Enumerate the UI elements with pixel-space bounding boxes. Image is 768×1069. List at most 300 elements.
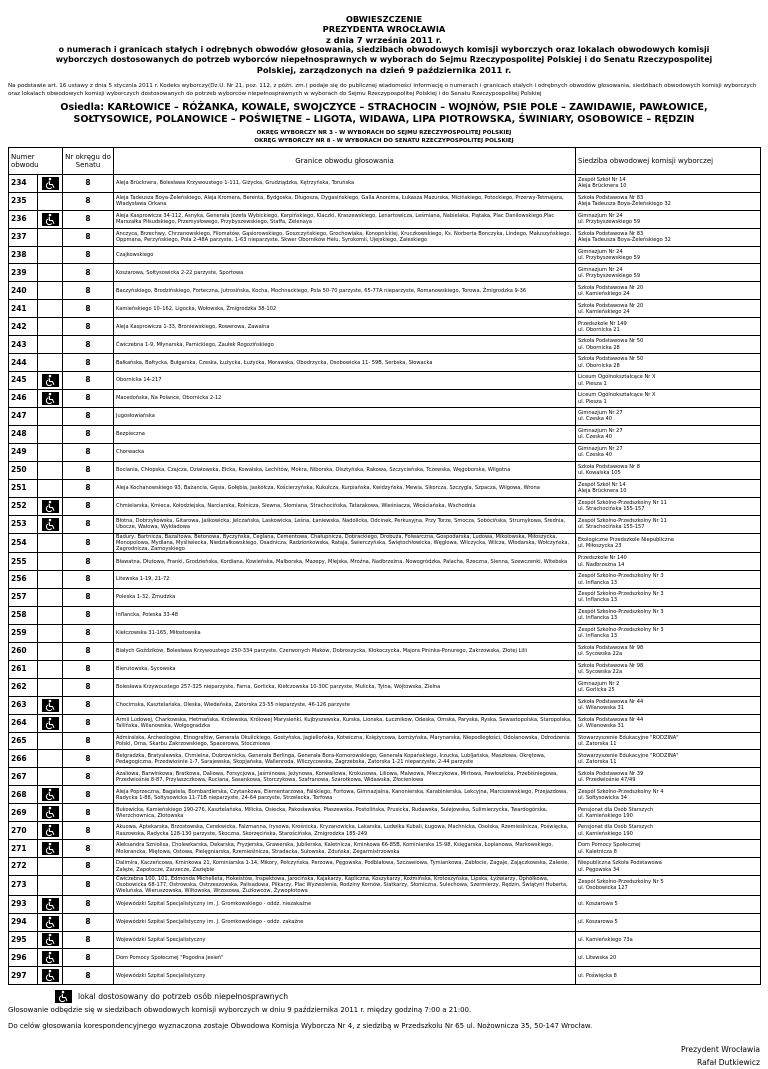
senate-district: 8 bbox=[63, 931, 114, 949]
table-row bbox=[9, 840, 761, 858]
table-row bbox=[9, 732, 761, 750]
district-boundaries: Akuowa, Aptekarska, Brzostowska, Cerekwicka, Falzmanna, Irysowa, Krośnicka, Kryzanowicka, Lakarska, Ludwika Kubali, Ługowa, Machnicka, Osolska, Rzemieślnicza, Poświęcka, Raszowska, Radycka 128-130 parzyste, Skoczna, Skorzęcińska, Starościńska, Zmigrodzka 185-249 bbox=[114, 822, 576, 840]
district-boundaries: Aleja Kasprowicza 34-112, Asnyka, Generała Józefa Wybickiego, Karpińskiego, Klaczki, Kraszewskiego, Lenartowicza, Leśmiana, Nabielaka, Piątaka, Plac Danilowskiego,Plac Marszałka Piłsudskiego, Przemysłowego, Przybyszewskiego, Staffa, Zelenaya bbox=[114, 210, 576, 228]
table-row bbox=[9, 931, 761, 949]
district-boundaries: Admiralska, Archeologów, Etnografów, Generała Okulickiego, Gostyńska, Jagiellońska, Kotwiczna, Księżycowa, Łomżyńska, Marynarska, Niepodległości, Odolanowska, Odrodzenia Polski, Orna, Skarbu Zakrzowskiego, Spacerowa, Stoczniowa bbox=[114, 732, 576, 750]
seat-name: Zespół Szkolno-Przedszkolny Nr 3 bbox=[578, 573, 664, 580]
seat-address: ul. Kamieńskiego 190 bbox=[578, 830, 633, 837]
seat-address: ul. Kamieńskiego 190 bbox=[578, 812, 633, 819]
table-row bbox=[9, 300, 761, 318]
senate-district: 8 bbox=[63, 515, 114, 533]
table-row bbox=[9, 407, 761, 425]
district-number: 261 bbox=[9, 660, 38, 678]
table-row bbox=[9, 606, 761, 624]
table-row bbox=[9, 696, 761, 714]
table-body bbox=[9, 174, 761, 985]
commission-seat bbox=[576, 354, 761, 372]
district-boundaries: Czajkowskiego bbox=[114, 246, 576, 264]
seat-name: Szkoła Podstawowa Nr 20 bbox=[578, 284, 644, 291]
seat-name: Gimnazjum Nr 24 bbox=[578, 248, 623, 255]
seat-address: Aleja Tadeusza Boya-Żeleńskiego 32 bbox=[578, 201, 671, 208]
seat-name: Liceum Ogólnokształcące Nr X bbox=[578, 374, 656, 381]
accessibility-cell bbox=[38, 768, 63, 786]
signature bbox=[8, 1043, 760, 1069]
senate-district: 8 bbox=[63, 264, 114, 282]
seat-name: ul. Koszarowa 5 bbox=[578, 900, 618, 907]
district-boundaries: Kiełczowska 31-165, Miłostowska bbox=[114, 624, 576, 642]
intro-paragraph: Na podstawie art. 16 ustawy z dnia 5 stycznia 2011 r. Kodeks wyborczy(Dz.U. Nr 21, poz. 112, z późn. zm.) podaje się do publicznej wiadomości informację o numerach i granicach stałych i odrębnych obwodów głosowania, siedzibach obwodowych komisji wyborczych oraz lokalach obwodowych komisji wyborczych dostosowanych do potrzeb wyborców niepełnosprawnych w wyborach do Sejmu Rzeczypospolitej Polskiej i do Senatu Rzeczypospolitej Polskiej bbox=[8, 82, 757, 97]
table-row bbox=[9, 372, 761, 390]
district-number: 260 bbox=[9, 642, 38, 660]
district-number: 256 bbox=[9, 571, 38, 589]
seat-name: Gimnazjum Nr 2 bbox=[578, 680, 620, 687]
sign-title: Prezydent Wrocławia bbox=[681, 1045, 760, 1055]
seat-address: ul. Wilanowska 31 bbox=[578, 705, 625, 712]
district-number: 235 bbox=[9, 192, 38, 210]
district-number: 294 bbox=[9, 913, 38, 931]
note-voting-hours: Głosowanie odbędzie się w siedzibach obwodowych komisji wyborczych w dniu 9 października 2011 r. między godziną 7:00 a 21:00. bbox=[8, 1006, 472, 1015]
accessibility-cell bbox=[38, 479, 63, 497]
accessibility-cell bbox=[38, 571, 63, 589]
senate-district: 8 bbox=[63, 768, 114, 786]
table-row bbox=[9, 443, 761, 461]
senate-district: 8 bbox=[63, 407, 114, 425]
table-row bbox=[9, 949, 761, 967]
district-number: 273 bbox=[9, 876, 38, 896]
seat-name: Stowarzyszenie Edukacyjne "RODZINA" bbox=[578, 752, 679, 759]
commission-seat bbox=[576, 660, 761, 678]
seat-address: Aleja Brücknera 10 bbox=[578, 488, 627, 495]
commission-seat bbox=[576, 515, 761, 533]
seat-address: ul. Kaletnicza 8 bbox=[578, 848, 617, 855]
wheelchair-icon bbox=[42, 969, 59, 982]
district-number: 264 bbox=[9, 714, 38, 732]
district-boundaries: Anczyca, Brzechwy, Chrzanowskiego, Filomatów, Gąsiorowskiego, Goszczyńskiego, Grochowiaka, Konopnickiej, Kruczkowskiego, Ks. Norberta Bonczyka, Lindego, Małuszyńskiego, Oppmana, Perzyńskiego, Pola 2-48A parzyste, 1-63 nieparzyste, Skwer Oborników Helu, Syrokomli, Ujejskiego, Zaleskiego bbox=[114, 228, 576, 246]
district-boundaries: Koszarowa, Sołtysowicka 2-22 parzyste, Sportowa bbox=[114, 264, 576, 282]
district-number: 246 bbox=[9, 390, 38, 408]
senate-district: 8 bbox=[63, 696, 114, 714]
estates-heading bbox=[8, 102, 760, 126]
table-row bbox=[9, 589, 761, 607]
senate-district: 8 bbox=[63, 390, 114, 408]
district-number: 249 bbox=[9, 443, 38, 461]
wheelchair-icon bbox=[42, 933, 59, 946]
table-row bbox=[9, 768, 761, 786]
district-number: 272 bbox=[9, 858, 38, 876]
commission-seat bbox=[576, 192, 761, 210]
district-number: 266 bbox=[9, 750, 38, 768]
district-number: 252 bbox=[9, 497, 38, 515]
senate-district: 8 bbox=[63, 479, 114, 497]
sign-name: Rafał Dutkiewicz bbox=[697, 1058, 760, 1068]
seat-name: ul. Litewska 20 bbox=[578, 954, 617, 961]
accessibility-cell bbox=[38, 210, 63, 228]
wheelchair-icon bbox=[42, 788, 59, 801]
district-number: 243 bbox=[9, 336, 38, 354]
senate-district: 8 bbox=[63, 589, 114, 607]
seat-name: Gimnazjum Nr 27 bbox=[578, 446, 623, 453]
commission-seat bbox=[576, 732, 761, 750]
seat-name: Dom Pomocy Społecznej bbox=[578, 842, 641, 849]
commission-seat bbox=[576, 300, 761, 318]
seat-address: ul. Osobowicka 127 bbox=[578, 885, 628, 892]
seat-address: ul. Inflancka 13 bbox=[578, 579, 618, 586]
district-boundaries: Aleksandra Szniolisa, Cholewkarska, Dekarska, Fryzjerska, Grawerska, Jubilerska, Kaletnicza, Kminkowa 66-85B, Kominiarska 15-98, Księgarska, Łopianowa, Markowskiego, Molorancka, Miętowa, Ostowa, Pielęgniarska, Rzemieślnicza, Stradacka, Sułowska, Zduńska, Zegarmistrzowska bbox=[114, 840, 576, 858]
seat-address: ul. Kowalska 105 bbox=[578, 470, 621, 477]
wheelchair-icon bbox=[42, 500, 59, 513]
seat-address: Aleja Tadeusza Boya-Żeleńskiego 32 bbox=[578, 237, 671, 244]
seat-name: Szkoła Podstawowa Nr 50 bbox=[578, 338, 644, 345]
commission-seat bbox=[576, 589, 761, 607]
seat-address: ul. Przedwiośnie 47/49 bbox=[578, 776, 636, 783]
accessibility-cell bbox=[38, 589, 63, 607]
senate-district: 8 bbox=[63, 354, 114, 372]
commission-seat bbox=[576, 533, 761, 553]
district-number: 241 bbox=[9, 300, 38, 318]
seat-address: ul. Czeska 40 bbox=[578, 452, 612, 459]
accessibility-cell bbox=[38, 840, 63, 858]
commission-seat bbox=[576, 714, 761, 732]
seat-address: ul. Piesza 1 bbox=[578, 398, 607, 405]
table-row bbox=[9, 642, 761, 660]
seat-address: ul. Wilanowska 31 bbox=[578, 723, 625, 730]
seat-address: ul. Sycowska 22a bbox=[578, 669, 623, 676]
table-row bbox=[9, 461, 761, 479]
wheelchair-icon bbox=[42, 824, 59, 837]
seat-name: Zespół Szkolno-Przedszkolny Nr 5 bbox=[578, 879, 664, 886]
district-boundaries: Obornicka 14-217 bbox=[114, 372, 576, 390]
accessibility-cell bbox=[38, 786, 63, 804]
seat-name: Szkoła Podstawowa Nr 50 bbox=[578, 356, 644, 363]
seat-name: Przedszkole Nr 140 bbox=[578, 555, 627, 562]
commission-seat bbox=[576, 246, 761, 264]
district-boundaries: Inflancka, Poleska 33-48 bbox=[114, 606, 576, 624]
seat-address: ul. Obornicka 28 bbox=[578, 362, 620, 369]
title-line-6: Polskiej, zarządzonych na dzień 9 października 2011 r. bbox=[256, 65, 512, 76]
title-line-4: o numerach i granicach stałych i odrębnych obwodów głosowania, siedzibach obwodowych komisji wyborczych oraz lokalach obwodowych komisji bbox=[58, 44, 710, 54]
accessibility-cell bbox=[38, 931, 63, 949]
district-number: 269 bbox=[9, 804, 38, 822]
district-boundaries: Wojewódzki Szpital Specjalistyczny bbox=[114, 967, 576, 985]
seat-name: Zespół Szkolno-Przedszkolny Nr 3 bbox=[578, 609, 664, 616]
district-boundaries: Aleja Kasprowicza 1-33, Broniewskiego, Rowerowa, Zawalna bbox=[114, 318, 576, 336]
accessibility-cell bbox=[38, 696, 63, 714]
seat-address: ul. Inflancka 13 bbox=[578, 633, 618, 640]
commission-seat bbox=[576, 786, 761, 804]
district-number: 244 bbox=[9, 354, 38, 372]
district-number: 239 bbox=[9, 264, 38, 282]
table-row bbox=[9, 318, 761, 336]
table-row bbox=[9, 786, 761, 804]
table-row bbox=[9, 390, 761, 408]
district-boundaries: Aleja Poprzeczna, Bagatela, Bombardierska, Czytankowa, Elementarzowa, Falskiego, Fortowa, Gimnazjalna, Kanonierska, Karabinierska, Lekcyjna, Marcszewskiego, Przejazdowa, Radycka 1-88, Sołtysowicka 11-71B nieparzyste, 24-64 parzyste, Strzelecka, Torfowa bbox=[114, 786, 576, 804]
commission-seat bbox=[576, 282, 761, 300]
table-row bbox=[9, 354, 761, 372]
district-number: 297 bbox=[9, 967, 38, 985]
commission-seat bbox=[576, 696, 761, 714]
seat-address: ul. Pęgowska 34 bbox=[578, 866, 620, 873]
commission-seat bbox=[576, 858, 761, 876]
district-number: 251 bbox=[9, 479, 38, 497]
commission-seat bbox=[576, 768, 761, 786]
district-boundaries: Kamieńskiego 10–162, Ligocka, Wołowska, Żmigrodzka 38-102 bbox=[114, 300, 576, 318]
district-boundaries: Aleja Kochanowskiego 93, Bażancia, Gęsia, Gołębia, Jaskółcza, Kościerzyńska, Kukułcza, Kurpiańska, Kwidzyńska, Mewia, Sikorcza, Szczygla, Szpacza, Wilgowa, Wrona bbox=[114, 479, 576, 497]
district-number: 248 bbox=[9, 425, 38, 443]
table-row bbox=[9, 479, 761, 497]
commission-seat bbox=[576, 407, 761, 425]
notice-page bbox=[8, 14, 760, 1069]
accessibility-cell bbox=[38, 804, 63, 822]
commission-seat bbox=[576, 967, 761, 985]
senate-district: 8 bbox=[63, 497, 114, 515]
seat-name: Przedszkole Nr 149 bbox=[578, 320, 627, 327]
table-row bbox=[9, 571, 761, 589]
district-number: 238 bbox=[9, 246, 38, 264]
seat-name: Szkoła Podstawowa Nr 98 bbox=[578, 645, 644, 652]
accessibility-cell bbox=[38, 390, 63, 408]
seat-name: Gimnazjum Nr 24 bbox=[578, 266, 623, 273]
district-boundaries: Baczyńskiego, Brodzińskiego, Forteczna, Jutrosińska, Kocha, Mochnackiego, Pola 50-70 parzyste, 65-77A nieparzyste, Romanowskiego, Torowa, Żmigrodzka 9-36 bbox=[114, 282, 576, 300]
table-row bbox=[9, 553, 761, 571]
okreg-sejm: OKRĘG WYBORCZY NR 3 - W WYBORACH DO SEJMU RZECZYPOSPOLITEJ POLSKIEJ bbox=[256, 129, 512, 136]
accessibility-cell bbox=[38, 174, 63, 192]
accessibility-cell bbox=[38, 732, 63, 750]
table-row bbox=[9, 336, 761, 354]
senate-district: 8 bbox=[63, 624, 114, 642]
district-number: 263 bbox=[9, 696, 38, 714]
seat-address: ul. Kamieńskiego 24 bbox=[578, 308, 630, 315]
accessibility-cell bbox=[38, 443, 63, 461]
district-number: 296 bbox=[9, 949, 38, 967]
commission-seat bbox=[576, 425, 761, 443]
commission-seat bbox=[576, 678, 761, 696]
district-number: 237 bbox=[9, 228, 38, 246]
district-boundaries: Chorwacka bbox=[114, 443, 576, 461]
seat-address: ul. Przybyszewskiego 59 bbox=[578, 219, 641, 226]
district-boundaries: Wojewódzki Szpital Specjalistyczny bbox=[114, 931, 576, 949]
district-number: 245 bbox=[9, 372, 38, 390]
seat-name: Zespół Szkolno-Przedszkolny Nr 3 bbox=[578, 627, 664, 634]
accessibility-cell bbox=[38, 822, 63, 840]
district-boundaries: Badury, Bartnicza, Bazaltowa, Betonowa, Byczyńska, Ceglana, Cementowa, Chałupnicza, Dobrackiego, Drobuża, Folwarczna, Gospodarska, Ludowa, Mikołowska, Miłoszycka, Monopolowa, Mydlana, Myśliwiecka, Niedziałkowskiego, Osadnicza, Radzionkowska, Rataja, Świerczyńska, Świętochłowicka, Węglowa, Wilczycka, Wilcza, Włodarska, Wołczyńska, Zagrodnicza, Zamoyskiego bbox=[114, 533, 576, 553]
district-boundaries: Bierutowska, Sycowska bbox=[114, 660, 576, 678]
district-boundaries: Aleja Brücknera, Bolesława Krzywoustego 1-111, Giżycka, Grudziądzka, Kętrzyńska, Toruńska bbox=[114, 174, 576, 192]
seat-name: Zespół Szkolno-Przedszkolny Nr 11 bbox=[578, 499, 667, 506]
seat-address: Aleja Brücknera 10 bbox=[578, 183, 627, 190]
accessibility-cell bbox=[38, 228, 63, 246]
wheelchair-icon bbox=[42, 392, 59, 405]
district-number: 293 bbox=[9, 895, 38, 913]
district-boundaries: Armii Ludowej, Charkowska, Hetmańska, Królewska, Królowej Marysieńki, Kujbyszewska, Kurska, Lionska, Łucznikow, Odeska, Omska, Paryska, Ryska, Sewastopolska, Staropolska, Tallińska, Wilanowska, Wołgogradzka bbox=[114, 714, 576, 732]
district-boundaries: Ćwiczebna 1-9, Młynarska, Parnickiego, Zaułek Rogozińskiego bbox=[114, 336, 576, 354]
commission-seat bbox=[576, 461, 761, 479]
district-boundaries: Białych Goździków, Bolesława Krzywoustego 250-334 parzyste, Czerwonych Maków, Dobroszycka, Kłokoczycka, Majora Pininka-Ponurego, Zakrzowska, Złotej Lilii bbox=[114, 642, 576, 660]
seat-name: Szkoła Podstawowa Nr 83 bbox=[578, 194, 644, 201]
accessibility-cell bbox=[38, 895, 63, 913]
table-row bbox=[9, 967, 761, 985]
wheelchair-icon bbox=[55, 990, 72, 1003]
district-number: 270 bbox=[9, 822, 38, 840]
district-number: 234 bbox=[9, 174, 38, 192]
commission-seat bbox=[576, 840, 761, 858]
accessibility-cell bbox=[38, 372, 63, 390]
col-boundaries-header: Granice obwodu głosowania bbox=[114, 147, 576, 174]
accessibility-cell bbox=[38, 714, 63, 732]
col-district-header: Nr okręgu do Senatu bbox=[63, 147, 114, 174]
table-row bbox=[9, 822, 761, 840]
commission-seat bbox=[576, 642, 761, 660]
senate-district: 8 bbox=[63, 949, 114, 967]
wheelchair-icon bbox=[42, 177, 59, 190]
accessibility-cell bbox=[38, 750, 63, 768]
commission-seat bbox=[576, 822, 761, 840]
table-row bbox=[9, 804, 761, 822]
district-number: 259 bbox=[9, 624, 38, 642]
district-number: 258 bbox=[9, 606, 38, 624]
col-seat-header: Siedziba obwodowej komisji wyborczej bbox=[576, 147, 761, 174]
commission-seat bbox=[576, 913, 761, 931]
accessibility-cell bbox=[38, 624, 63, 642]
district-number: 271 bbox=[9, 840, 38, 858]
accessibility-cell bbox=[38, 913, 63, 931]
title-line-5: wyborczych dostosowanych do potrzeb wyborców niepełnosprawnych w wyborach do Sejmu Rzeczypospolitej Polskiej i do Senatu Rzeczypospolitej bbox=[55, 55, 713, 65]
district-boundaries: Dalimira, Kaczeńcowa, Kminkowa 21, Kominiarska 1-14, Mikory, Pełczyńska, Perzowa, Pęgowska, Podbiałowa, Szczawiowa, Tymiankowa, Zabłocie, Zagaje, Zajączkowska, Zalesie, Zalęże, Zapotocze, Zarzecze, Zaziębie bbox=[114, 858, 576, 876]
seat-name: Zespół Szkolno-Przedszkolny Nr 11 bbox=[578, 517, 667, 524]
title-line-3: z dnia 7 września 2011 r. bbox=[326, 34, 442, 45]
note-postal-voting: Do celów głosowania korespondencyjnego wyznaczona zostaje Obwodowa Komisja Wyborcza Nr 4, z siedzibą w Przedszkolu Nr 65 ul. Nożownicza 35, 50-147 Wrocław. bbox=[8, 1022, 593, 1031]
district-number: 240 bbox=[9, 282, 38, 300]
seat-name: Szkoła Podstawowa Nr 44 bbox=[578, 698, 644, 705]
accessibility-cell bbox=[38, 515, 63, 533]
title-line-1: OBWIESZCZENIE bbox=[345, 14, 423, 24]
accessibility-cell bbox=[38, 553, 63, 571]
accessibility-cell bbox=[38, 497, 63, 515]
district-number: 254 bbox=[9, 533, 38, 553]
col-number-header: Numer obwodu bbox=[9, 147, 63, 174]
senate-district: 8 bbox=[63, 606, 114, 624]
senate-district: 8 bbox=[63, 786, 114, 804]
seat-name: Szkoła Podstawowa Nr 98 bbox=[578, 663, 644, 670]
commission-seat bbox=[576, 318, 761, 336]
commission-seat bbox=[576, 895, 761, 913]
district-boundaries: Litewska 1-19, 21-72 bbox=[114, 571, 576, 589]
district-number: 242 bbox=[9, 318, 38, 336]
accessibility-cell bbox=[38, 300, 63, 318]
district-boundaries: Dom Pomocy Społecznej "Pogodna Jesień" bbox=[114, 949, 576, 967]
seat-address: ul. Inflancka 13 bbox=[578, 615, 618, 622]
seat-name: ul. Koszarowa 5 bbox=[578, 918, 618, 925]
accessibility-cell bbox=[38, 678, 63, 696]
commission-seat bbox=[576, 372, 761, 390]
commission-seat bbox=[576, 571, 761, 589]
notice-title bbox=[8, 14, 760, 76]
district-boundaries: Bolesława Krzywoustego 257-325 nieparzyste, Farna, Gorlicka, Kiełczowska 10-30C parzyste, Mulicka, Tylna, Wójtowska, Zielna bbox=[114, 678, 576, 696]
accessibility-cell bbox=[38, 606, 63, 624]
seat-address: ul. Sołtysowicka 34 bbox=[578, 794, 627, 801]
seat-name: Liceum Ogólnokształcące Nr X bbox=[578, 392, 656, 399]
district-number: 295 bbox=[9, 931, 38, 949]
seat-address: ul. Inflancka 13 bbox=[578, 597, 618, 604]
seat-name: ul. Poświęcka 8 bbox=[578, 972, 617, 979]
seat-address: ul. Strachocińska 155-157 bbox=[578, 506, 645, 513]
table-row bbox=[9, 533, 761, 553]
senate-district: 8 bbox=[63, 318, 114, 336]
district-boundaries: Ćwiczebna 100, 101, Edmonda Michelleta, Hokeistów, Inspektowa, Jarocińska, Kajakarzy, Kapliczna, Koszykarzy, Koźmińska, Krotoszyńska, Lipska, Łyżwiarzy, Ophółkowa, Osobowicka 68-177, Ostrowska, Ostrzeszowska, Palisadowa, Pilkarzy, Plac Wyzwolenia, Rodziny Kornów, Siatkarzy, Słomiczna, Sulechowa, Szermierzy, Rędzin, Świątyni Huberta, Wieluńska, Wieruszowska, Wiltowska, Wrzosowa, Żużlowców, Żywopłotowa bbox=[114, 876, 576, 896]
commission-seat bbox=[576, 390, 761, 408]
district-boundaries: Belgradzka, Bratysławska, Chmielna, Dubrownicka, Generała Berlinga, Generała Bora-Komorowskiego, Generała Kopańskiego, Irzucka, Lubljańska, Maszłowa, Okrętowa, Pedagogiczna, Przedwiośnie 1-7, Sarajewska, Skopjańska, Wallenroda, Wilczycowska, Zagrzebska, Zatorska 1-21 nieparzyste, 2-44 parzyste bbox=[114, 750, 576, 768]
seat-address: ul. Zatorska 11 bbox=[578, 758, 617, 765]
district-boundaries: Chmielarska, Kmieca, Kołodziejska, Narciarska, Rolnicza, Siewna, Słomiana, Strachocińska, Tatarakowa, Wieśniacza, Włościańska, Wschodnia bbox=[114, 497, 576, 515]
seat-name: Zespół Szkolno-Przedszkolny Nr 4 bbox=[578, 788, 664, 795]
district-number: 267 bbox=[9, 768, 38, 786]
commission-seat bbox=[576, 336, 761, 354]
legend-text: lokal dostosowany do potrzeb osób niepełnosprawnych bbox=[78, 992, 289, 1002]
commission-seat bbox=[576, 606, 761, 624]
accessibility-cell bbox=[38, 282, 63, 300]
seat-address: ul. Obornicka 28 bbox=[578, 344, 620, 351]
senate-district: 8 bbox=[63, 228, 114, 246]
wheelchair-icon bbox=[42, 699, 59, 712]
seat-address: ul. Miłoszycka 23 bbox=[578, 542, 622, 549]
accessibility-cell bbox=[38, 642, 63, 660]
senate-district: 8 bbox=[63, 336, 114, 354]
table-row bbox=[9, 913, 761, 931]
seat-name: Szkoła Podstawowa Nr 8 bbox=[578, 464, 640, 471]
seat-name: Szkoła Podstawowa Nr 20 bbox=[578, 302, 644, 309]
seat-name: Ekologiczne Przedszkole Niepubliczne bbox=[578, 536, 674, 543]
seat-name: Szkoła Podstawowa Nr 83 bbox=[578, 230, 644, 237]
commission-seat bbox=[576, 949, 761, 967]
senate-district: 8 bbox=[63, 300, 114, 318]
senate-district: 8 bbox=[63, 642, 114, 660]
seat-name: Pensjonat dla Osób Starszych bbox=[578, 824, 654, 831]
district-boundaries: Wojewódzki Szpital Specjalistyczny im. J. Gromkowskiego - oddz. zakaźne bbox=[114, 913, 576, 931]
districts-table bbox=[8, 147, 761, 986]
table-row bbox=[9, 425, 761, 443]
wheelchair-icon bbox=[42, 518, 59, 531]
commission-seat bbox=[576, 553, 761, 571]
seat-address: ul. Zatorska 11 bbox=[578, 740, 617, 747]
district-boundaries: Bociania, Chłopska, Czajcza, Działowska, Ełcka, Kowalska, Lechitów, Mokra, Niborska, Olsztyńska, Rakowa, Szczycieńska, Tczewska, Węgoborska, Wilgotna bbox=[114, 461, 576, 479]
seat-address: ul. Strachocińska 155-157 bbox=[578, 524, 645, 531]
district-number: 236 bbox=[9, 210, 38, 228]
senate-district: 8 bbox=[63, 840, 114, 858]
commission-seat bbox=[576, 750, 761, 768]
commission-seat bbox=[576, 804, 761, 822]
commission-seat bbox=[576, 624, 761, 642]
table-row bbox=[9, 876, 761, 896]
senate-district: 8 bbox=[63, 895, 114, 913]
district-boundaries: Bezpieczna bbox=[114, 425, 576, 443]
accessibility-cell bbox=[38, 318, 63, 336]
seat-name: Stowarzyszenie Edukacyjne "RODZINA" bbox=[578, 734, 679, 741]
wheelchair-icon bbox=[42, 717, 59, 730]
senate-district: 8 bbox=[63, 425, 114, 443]
seat-address: ul. Gorlicka 25 bbox=[578, 687, 615, 694]
table-header bbox=[9, 147, 761, 174]
senate-district: 8 bbox=[63, 192, 114, 210]
accessibility-cell bbox=[38, 425, 63, 443]
senate-district: 8 bbox=[63, 804, 114, 822]
accessibility-cell bbox=[38, 949, 63, 967]
senate-district: 8 bbox=[63, 372, 114, 390]
accessibility-cell bbox=[38, 246, 63, 264]
seat-address: ul. Sycowska 22a bbox=[578, 651, 623, 658]
senate-district: 8 bbox=[63, 282, 114, 300]
wheelchair-icon bbox=[42, 842, 59, 855]
seat-address: ul. Przybyszewskiego 59 bbox=[578, 255, 641, 261]
accessibility-cell bbox=[38, 354, 63, 372]
